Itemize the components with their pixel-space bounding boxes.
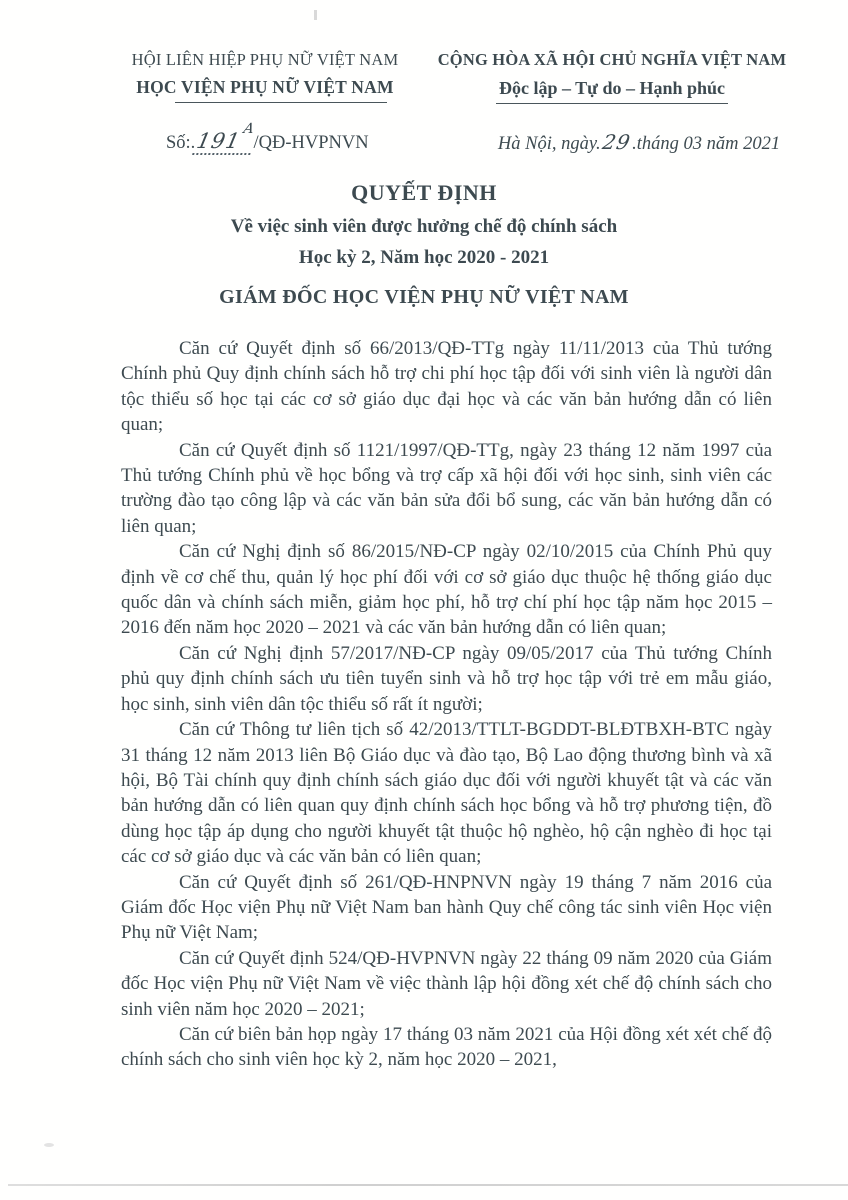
scan-artifact-bottom-edge <box>8 1184 848 1186</box>
title-block <box>0 180 848 272</box>
doc-number-superscript: A <box>242 121 257 137</box>
legal-basis-paragraph: Căn cứ Nghị định số 86/2015/NĐ-CP ngày 02/10/2015 của Chính Phủ quy định về cơ chế thu, quản lý học phí đối với cơ sở giáo dục thuộc hệ thống giáo dục quốc dân và chính sách miễn, giảm học phí, hỗ trợ chí phí học tập năm học 2015 – 2016 đến năm học 2020 – 2021 và các văn bản hướng dẫn có liên quan; <box>121 541 772 639</box>
doc-number-prefix: Số:. <box>166 133 196 153</box>
org-name: HỌC VIỆN PHỤ NỮ VIỆT NAM <box>136 76 394 97</box>
legal-basis-paragraph: Căn cứ Quyết định số 1121/1997/QĐ-TTg, ngày 23 tháng 12 năm 1997 của Thủ tướng Chính phủ về học bổng và trợ cấp xã hội đối với học sinh, sinh viên các trường đào tạo công lập và các văn bản sửa đổi bổ sung, các văn bản hướng dẫn có liên quan; <box>121 439 772 537</box>
doc-title: QUYẾT ĐỊNH <box>351 180 497 205</box>
national-header-block <box>428 48 796 104</box>
date-prefix: Hà Nội, ngày. <box>497 134 601 154</box>
national-title: CỘNG HÒA XÃ HỘI CHỦ NGHĨA VIỆT NAM <box>437 50 787 69</box>
handwritten-day: 29 <box>600 130 633 154</box>
doc-number-suffix: /QĐ-HVPNVN <box>253 133 369 153</box>
org-underline <box>175 102 387 103</box>
place-date-line <box>474 130 804 155</box>
doc-number-line <box>166 121 369 155</box>
legal-basis-paragraph: Căn cứ Quyết định số 261/QĐ-HNPNVN ngày 19 tháng 7 năm 2016 của Giám đốc Học viện Phụ nữ Việt Nam ban hành Quy chế công tác sinh viên Học viện Phụ nữ Việt Nam; <box>121 871 772 944</box>
document-body <box>121 336 772 1073</box>
parent-org-name: HỘI LIÊN HIỆP PHỤ NỮ VIỆT NAM <box>131 50 399 69</box>
date-suffix: .tháng 03 năm 2021 <box>632 134 781 154</box>
national-motto: Độc lập – Tự do – Hạnh phúc <box>498 77 726 98</box>
legal-basis-paragraph: Căn cứ Nghị định 57/2017/NĐ-CP ngày 09/05/2017 của Thủ tướng Chính phủ quy định chính sách ưu tiên tuyển sinh và hỗ trợ học tập với trẻ em mẫu giáo, học sinh, sinh viên dân tộc thiểu số rất ít người; <box>121 642 772 715</box>
legal-basis-paragraph: Căn cứ biên bản họp ngày 17 tháng 03 năm 2021 của Hội đồng xét xét chế độ chính sách cho sinh viên học kỳ 2, năm học 2020 – 2021, <box>121 1023 772 1071</box>
legal-basis-paragraph: Căn cứ Thông tư liên tịch số 42/2013/TTLT-BGDDT-BLĐTBXH-BTC ngày 31 tháng 12 năm 2013 liên Bộ Giáo dục và đào tạo, Bộ Lao động thương bình và xã hội, Bộ Tài chính quy định chính sách giáo dục đối với người khuyết tật và các văn bản hướng dẫn có liên quan quy định chính sách học bổng và hỗ trợ phương tiện, đồ dùng học tập áp dụng cho người khuyết tật thuộc hộ nghèo, hộ cận nghèo đi học tại các cơ sở giáo dục và các văn bản có liên quan; <box>121 719 772 868</box>
motto-underline <box>496 103 728 104</box>
legal-basis-paragraph: Căn cứ Quyết định 524/QĐ-HVPNVN ngày 22 tháng 09 năm 2020 của Giám đốc Học viện Phụ nữ Việt Nam về việc thành lập hội đồng xét chế độ chính sách cho sinh viên năm học 2020 – 2021; <box>121 947 772 1020</box>
doc-subtitle-2: Học kỳ 2, Năm học 2020 - 2021 <box>298 246 550 268</box>
legal-basis-paragraph: Căn cứ Quyết định số 66/2013/QĐ-TTg ngày 11/11/2013 của Thủ tướng Chính phủ Quy định chính sách hỗ trợ chi phí học tập đối với sinh viên là người dân tộc thiểu số học tại các cơ sở giáo dục đại học và các văn bản hướng dẫn có liên quan; <box>121 338 772 436</box>
doc-subtitle-1: Về việc sinh viên được hưởng chế độ chính sách <box>230 216 618 237</box>
scan-artifact-top <box>314 10 317 20</box>
scan-artifact-smudge <box>44 1143 54 1147</box>
handwritten-doc-number <box>192 121 257 155</box>
issuing-authority-title: GIÁM ĐỐC HỌC VIỆN PHỤ NỮ VIỆT NAM <box>219 286 629 308</box>
doc-number-value: 191 <box>194 129 244 153</box>
issuer-block <box>103 48 427 103</box>
